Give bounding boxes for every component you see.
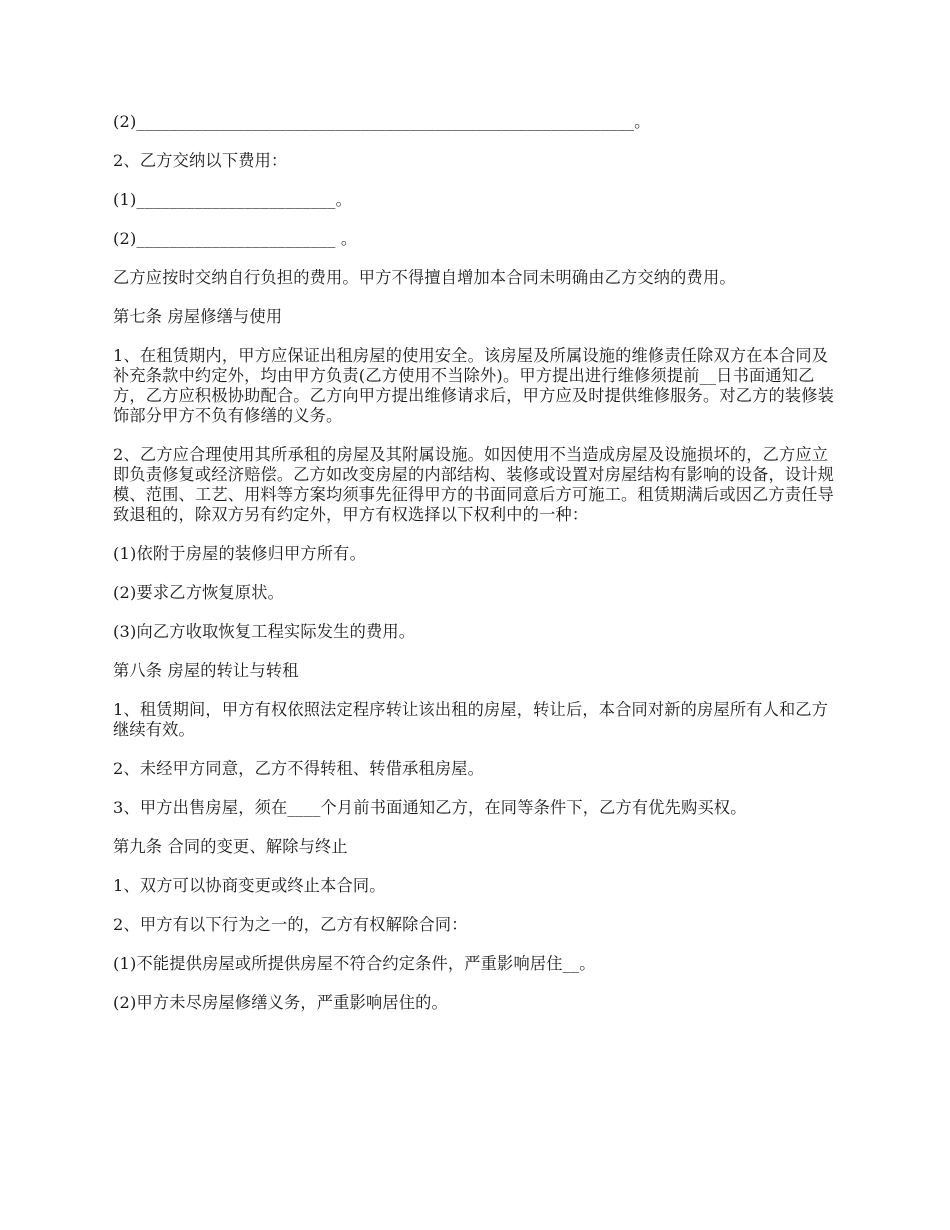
article-7-clause-1: 1、在租赁期内，甲方应保证出租房屋的使用安全。该房屋及所属设施的维修责任除双方在本合同及补充条款中约定外，均由甲方负责(乙方使用不当除外)。甲方提出进行维修须提前__日书面通知乙方，乙方应积极协助配合。乙方向甲方提出维修请求后，甲方应及时提供维修服务。对乙方的装修装饰部分甲方不负有修缮的义务。 — [113, 346, 835, 425]
article-9-item-1: (1)不能提供房屋或所提供房屋不符合约定条件，严重影响居住__。 — [113, 954, 596, 973]
article-7-option-1: (1)依附于房屋的装修归甲方所有。 — [113, 544, 366, 563]
document-body — [113, 112, 843, 1032]
article-8-clause-1: 1、租赁期间，甲方有权依照法定程序转让该出租的房屋，转让后，本合同对新的房屋所有人和乙方继续有效。 — [113, 700, 829, 739]
fee-payment-paragraph: 乙方应按时交纳自行负担的费用。甲方不得擅自增加本合同未明确由乙方交纳的费用。 — [113, 268, 736, 287]
tenant-fee-item-1: (1)________________________。 — [113, 190, 352, 209]
article-9-clause-2: 2、甲方有以下行为之一的，乙方有权解除合同： — [113, 915, 468, 934]
article-7-heading: 第七条 房屋修缮与使用 — [113, 307, 283, 326]
article-9-heading: 第九条 合同的变更、解除与终止 — [113, 837, 348, 856]
article-8-heading: 第八条 房屋的转让与转租 — [113, 661, 299, 680]
fee-item-2-line: (2)____________________________________________________________。 — [113, 112, 651, 131]
article-7-clause-2: 2、乙方应合理使用其所承租的房屋及其附属设施。如因使用不当造成房屋及设施损坏的，乙方应立即负责修复或经济赔偿。乙方如改变房屋的内部结构、装修或设置对房屋结构有影响的设备，设计规模、范围、工艺、用料等方案均须事先征得甲方的书面同意后方可施工。租赁期满后或因乙方责任导致退租的，除双方另有约定外，甲方有权选择以下权利中的一种： — [113, 445, 835, 524]
article-8-clause-3: 3、甲方出售房屋，须在____个月前书面通知乙方，在同等条件下，乙方有优先购买权。 — [113, 798, 747, 817]
tenant-fee-item-2: (2)________________________ 。 — [113, 229, 358, 248]
article-7-option-3: (3)向乙方收取恢复工程实际发生的费用。 — [113, 622, 416, 641]
article-8-clause-2: 2、未经甲方同意，乙方不得转租、转借承租房屋。 — [113, 759, 485, 778]
article-9-clause-1: 1、双方可以协商变更或终止本合同。 — [113, 876, 386, 895]
article-9-item-2: (2)甲方未尽房屋修缮义务，严重影响居住的。 — [113, 993, 448, 1012]
tenant-fees-heading: 2、乙方交纳以下费用： — [113, 151, 288, 170]
article-7-option-2: (2)要求乙方恢复原状。 — [113, 583, 285, 602]
